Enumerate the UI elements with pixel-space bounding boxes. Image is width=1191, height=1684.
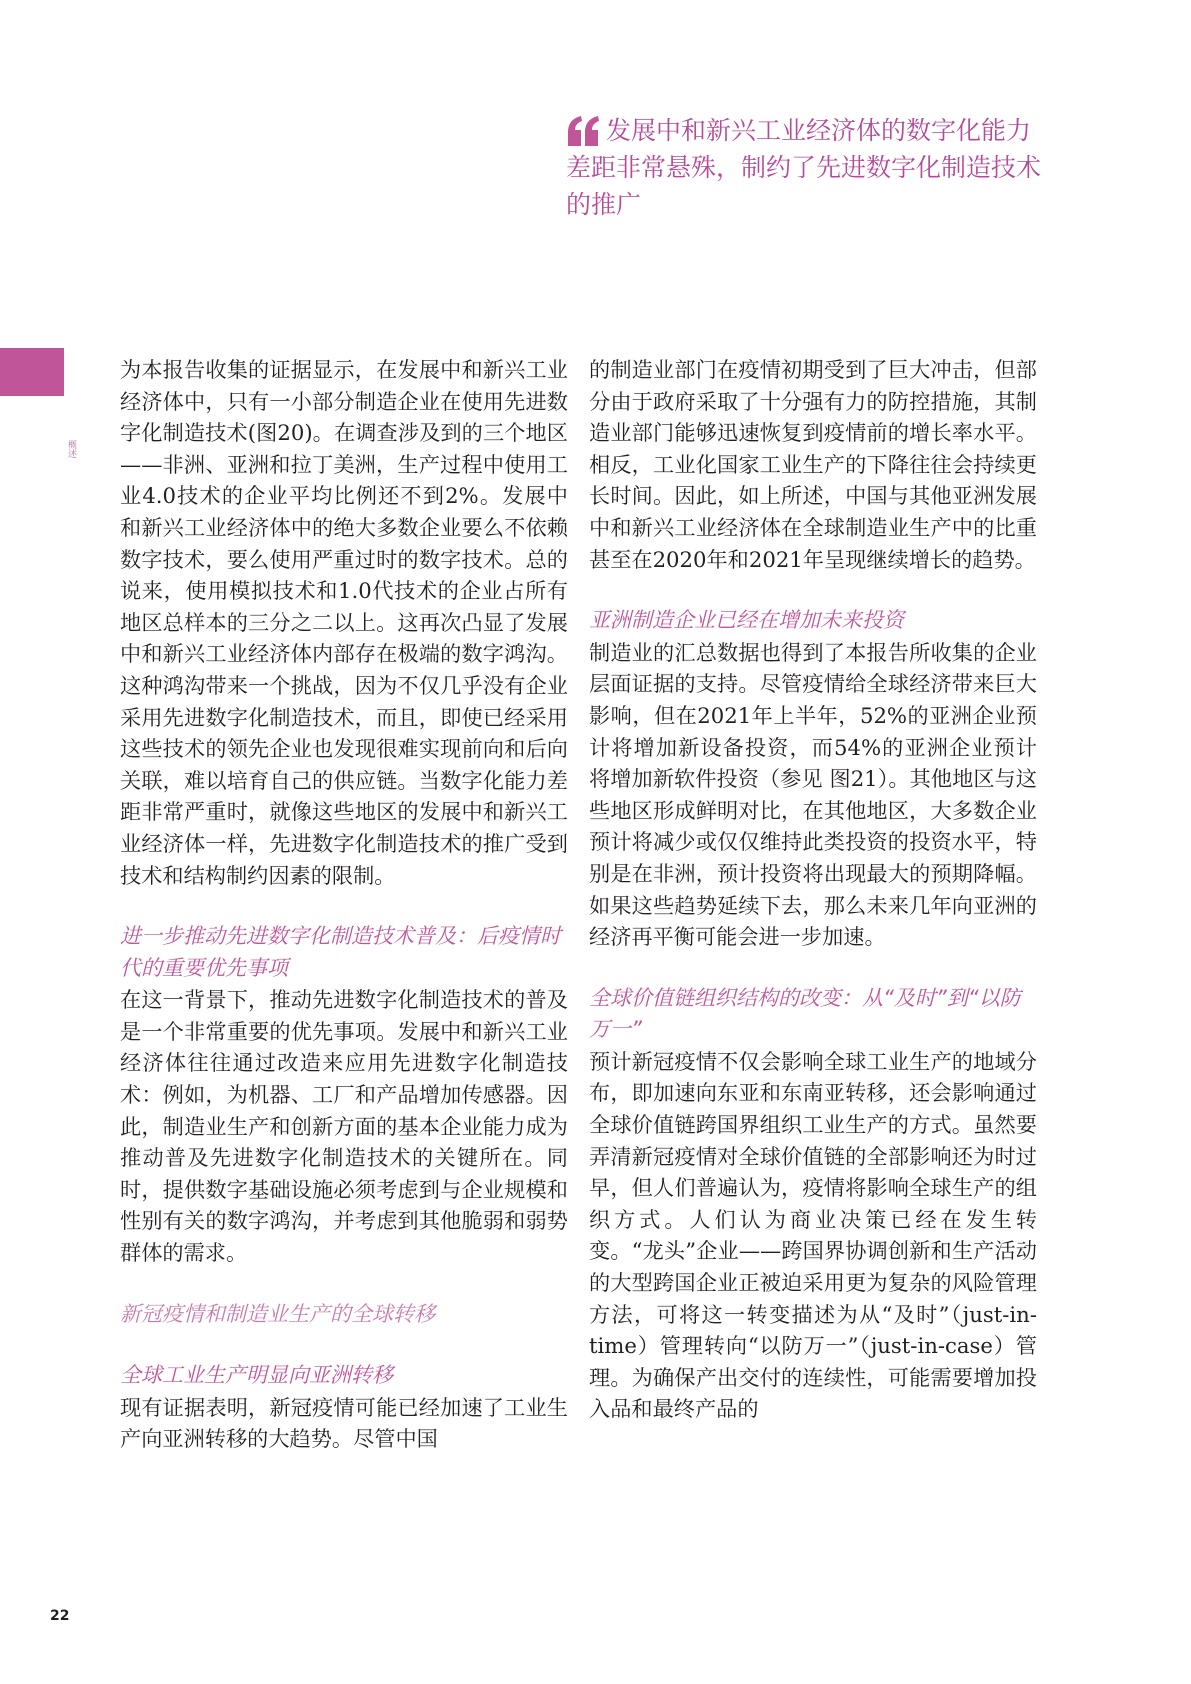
left-column bbox=[120, 354, 568, 1455]
subheading: 全球价值链组织结构的改变：从“及时”到“以防万一” bbox=[589, 985, 1021, 1042]
body-paragraph: 的制造业部门在疫情初期受到了巨大冲击，但部分由于政府采取了十分强有力的防控措施，其制造业部门能够迅速恢复到疫情前的增长率水平。相反，工业化国家工业生产的下降往往会持续更长时间。因此，如上所述，中国与其他亚洲发展中和新兴工业经济体在全球制造业生产中的比重甚至在2020年和2021年呈现继续增长的趋势。 bbox=[589, 357, 1037, 572]
open-quote-icon bbox=[566, 116, 600, 146]
body-paragraph: 现有证据表明，新冠疫情可能已经加速了工业生产向亚洲转移的大趋势。尽管中国 bbox=[120, 1394, 568, 1452]
subheading: 全球工业生产明显向亚洲转移 bbox=[120, 1363, 393, 1388]
side-color-tab bbox=[0, 348, 64, 396]
subheading: 亚洲制造企业已经在增加未来投资 bbox=[589, 608, 904, 633]
body-paragraph: 制造业的汇总数据也得到了本报告所收集的企业层面证据的支持。尽管疫情给全球经济带来巨大影响，但在2021年上半年，52%的亚洲企业预计将增加新设备投资，而54%的亚洲企业预计将增加新软件投资（参见 图21）。其他地区与这些地区形成鲜明对比，在其他地区，大多数企业预计将减少或仅仅维持此类投资的投资水平，特别是在非洲，预计投资将出现最大的预期降幅。如果这些趋势延续下去，那么未来几年向亚洲的经济再平衡可能会进一步加速。 bbox=[589, 639, 1037, 950]
subheading: 进一步推动先进数字化制造技术普及：后疫情时代的重要优先事项 bbox=[120, 924, 561, 980]
right-column bbox=[589, 354, 1037, 1425]
pull-quote bbox=[566, 112, 1046, 223]
body-paragraph: 为本报告收集的证据显示，在发展中和新兴工业经济体中，只有一小部分制造企业在使用先进数字化制造技术(图20)。在调查涉及到的三个地区——非洲、亚洲和拉丁美洲，生产过程中使用工业4.0技术的企业平均比例还不到2%。发展中和新兴工业经济体中的绝大多数企业要么不依赖数字技术，要么使用严重过时的数字技术。总的说来，使用模拟技术和1.0代技术的企业占所有地区总样本的三分之二以上。这再次凸显了发展中和新兴工业经济体内部存在极端的数字鸿沟。这种鸿沟带来一个挑战，因为不仅几乎没有企业采用先进数字化制造技术，而且，即使已经采用这些技术的领先企业也发现很难实现前向和后向关联，难以培育自己的供应链。当数字化能力差距非常严重时，就像这些地区的发展中和新兴工业经济体一样，先进数字化制造技术的推广受到技术和结构制约因素的限制。 bbox=[120, 357, 568, 888]
body-paragraph: 预计新冠疫情不仅会影响全球工业生产的地域分布，即加速向东亚和东南亚转移，还会影响通过全球价值链跨国界组织工业生产的方式。虽然要弄清新冠疫情对全球价值链的全部影响还为时过早，但人们普遍认为，疫情将影响全球生产的组织方式。人们认为商业决策已经在发生转变。“龙头”企业——跨国界协调创新和生产活动的大型跨国企业正被迫采用更为复杂的风险管理方法，可将这一转变描述为从“及时”（just-in-time）管理转向“以防万一”（just-in-case）管理。为确保产出交付的连续性，可能需要增加投入品和最终产品的 bbox=[589, 1048, 1037, 1422]
chapter-label: 概述 bbox=[66, 440, 76, 458]
section-heading: 新冠疫情和制造业生产的全球转移 bbox=[120, 1301, 435, 1326]
body-paragraph: 在这一背景下，推动先进数字化制造技术的普及是一个非常重要的优先事项。发展中和新兴工业经济体往往通过改造来应用先进数字化制造技术：例如，为机器、工厂和产品增加传感器。因此，制造业生产和创新方面的基本企业能力成为推动普及先进数字化制造技术的关键所在。同时，提供数字基础设施必须考虑到与企业规模和性别有关的数字鸿沟，并考虑到其他脆弱和弱势群体的需求。 bbox=[120, 987, 568, 1266]
pull-quote-text: 发展中和新兴工业经济体的数字化能力差距非常悬殊，制约了先进数字化制造技术的推广 bbox=[566, 116, 1042, 219]
page-number: 22 bbox=[50, 1608, 70, 1624]
